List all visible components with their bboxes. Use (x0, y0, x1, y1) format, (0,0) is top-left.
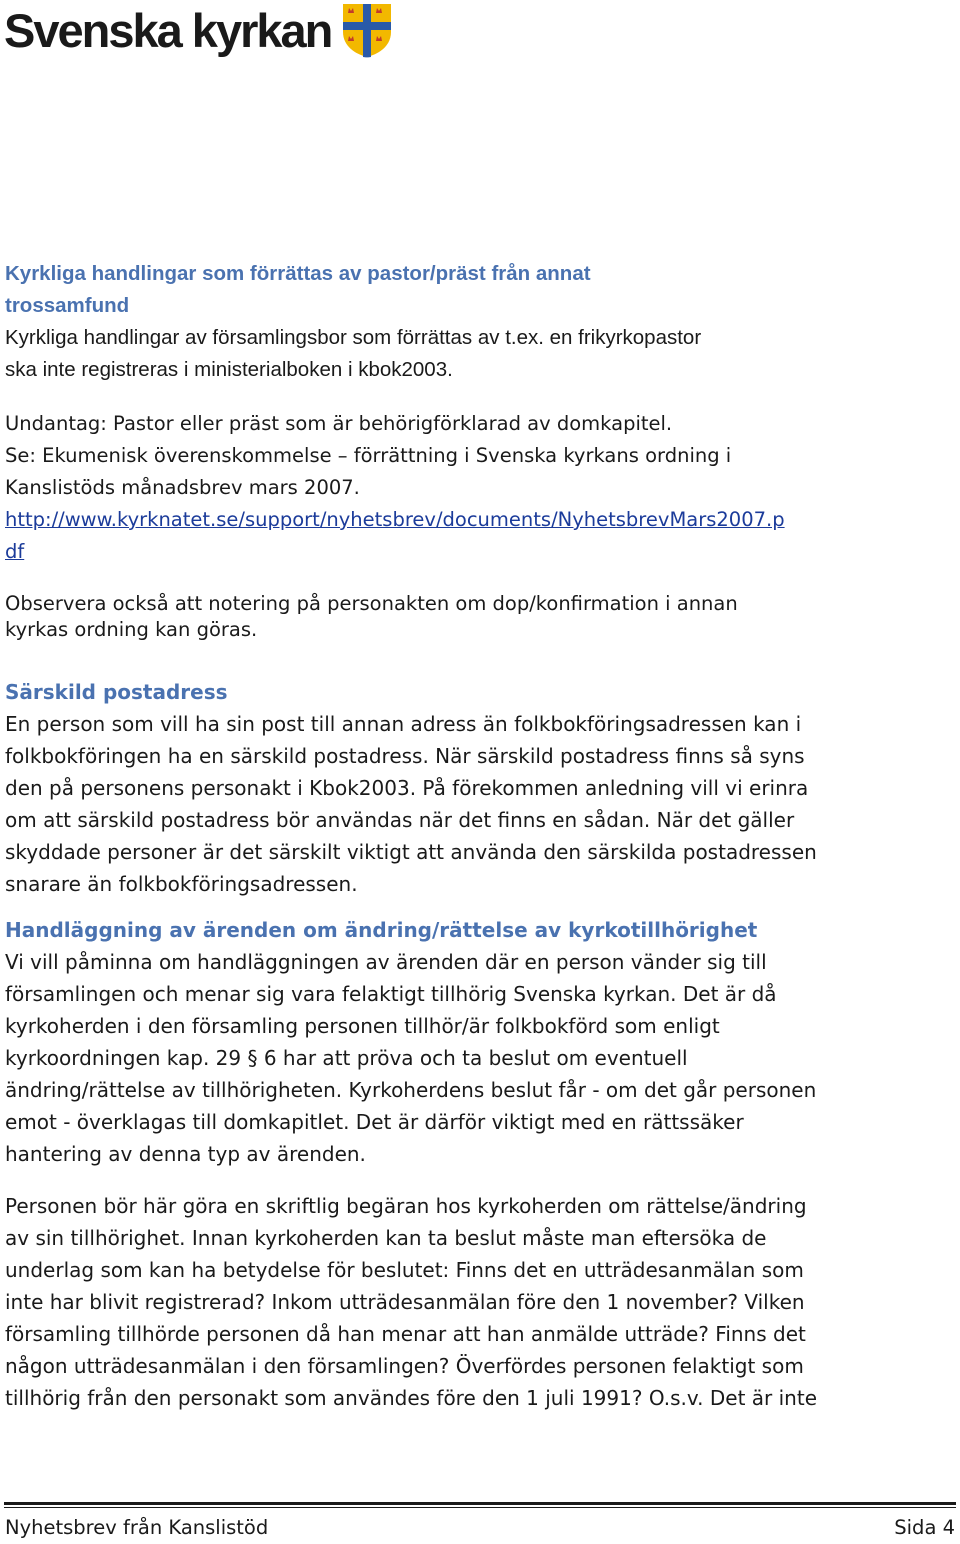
page-number: Sida 4 (894, 1516, 955, 1539)
body-line: av sin tillhörighet. Innan kyrkoherden kan ta beslut måste man eftersöka de (5, 1226, 767, 1250)
logo (4, 0, 395, 60)
body-text: Kyrkliga handlingar av församlingsbor som förrättas av t.ex. en frikyrkopastor (5, 326, 702, 349)
note-text: Observera också att notering på personakten om dop/konfirmation i annan (5, 592, 738, 615)
body-line: ändring/rättelse av tillhörigheten. Kyrkoherdens beslut får - om det går personen (5, 1078, 817, 1102)
body-line: folkbokföringen ha en särskild postadress. När särskild postadress finns så syns (5, 744, 805, 768)
body-line: Vi vill påminna om handläggningen av ärenden där en person vänder sig till (5, 950, 767, 974)
section-sarskild-postadress (5, 676, 955, 900)
newsletter-link[interactable]: http://www.kyrknatet.se/support/nyhetsbrev/documents/NyhetsbrevMars2007.p (5, 508, 785, 531)
church-cross-emblem-icon (339, 2, 395, 58)
body-line: inte har blivit registrerad? Inkom utträdesanmälan före den 1 november? Vilken (5, 1290, 805, 1314)
page-content (5, 258, 955, 1414)
body-line: tillhörig från den personakt som användes före den 1 juli 1991? O.s.v. Det är inte (5, 1386, 818, 1410)
body-line: den på personens personakt i Kbok2003. På förekommen anledning vill vi erinra (5, 776, 809, 800)
newsletter-link-cont[interactable]: df (5, 540, 25, 563)
footer-divider (4, 1502, 956, 1508)
page-footer (5, 1516, 955, 1539)
see-reference-text: Se: Ekumenisk överenskommelse – förrättning i Svenska kyrkans ordning i (5, 444, 732, 467)
note-text: kyrkas ordning kan göras. (5, 618, 258, 641)
body-line: om att särskild postadress bör användas när det finns en sådan. När det gäller (5, 808, 795, 832)
section-kyrkliga-handlingar (5, 258, 955, 646)
see-reference-text: Kanslistöds månadsbrev mars 2007. (5, 476, 360, 499)
body-line: någon utträdesanmälan i den församlingen? Överfördes personen felaktigt som (5, 1354, 804, 1378)
body-line: församling tillhörde personen då han menar att han anmälde utträde? Finns det (5, 1322, 806, 1346)
body-line: hantering av denna typ av ärenden. (5, 1142, 366, 1166)
body-line: En person som vill ha sin post till annan adress än folkbokföringsadressen kan i (5, 712, 802, 736)
logo-text: Svenska kyrkan (4, 3, 332, 57)
exception-text: Undantag: Pastor eller präst som är behörigförklarad av domkapitel. (5, 412, 673, 435)
section-heading-cont: trossamfund (5, 294, 130, 317)
body-line: emot - överklagas till domkapitlet. Det är därför viktigt med en rättssäker (5, 1110, 744, 1134)
section-heading: Särskild postadress (5, 680, 228, 704)
body-line: skyddade personer är det särskilt viktigt att använda den särskilda postadressen (5, 840, 817, 864)
body-line: underlag som kan ha betydelse för beslutet: Finns det en utträdesanmälan som (5, 1258, 804, 1282)
footer-title: Nyhetsbrev från Kanslistöd (5, 1516, 269, 1539)
body-line: Personen bör här göra en skriftlig begäran hos kyrkoherden om rättelse/ändring (5, 1194, 807, 1218)
body-text: ska inte registreras i ministerialboken i kbok2003. (5, 358, 453, 381)
body-line: kyrkoherden i den församling personen tillhör/är folkbokförd som enligt (5, 1014, 720, 1038)
body-line: kyrkoordningen kap. 29 § 6 har att pröva och ta beslut om eventuell (5, 1046, 688, 1070)
body-line: snarare än folkbokföringsadressen. (5, 872, 358, 896)
body-line: församlingen och menar sig vara felaktigt tillhörig Svenska kyrkan. Det är då (5, 982, 777, 1006)
section-kyrkotillhorighet (5, 914, 955, 1414)
section-heading: Handläggning av ärenden om ändring/rättelse av kyrkotillhörighet (5, 918, 758, 942)
section-heading: Kyrkliga handlingar som förrättas av pastor/präst från annat (5, 262, 591, 285)
